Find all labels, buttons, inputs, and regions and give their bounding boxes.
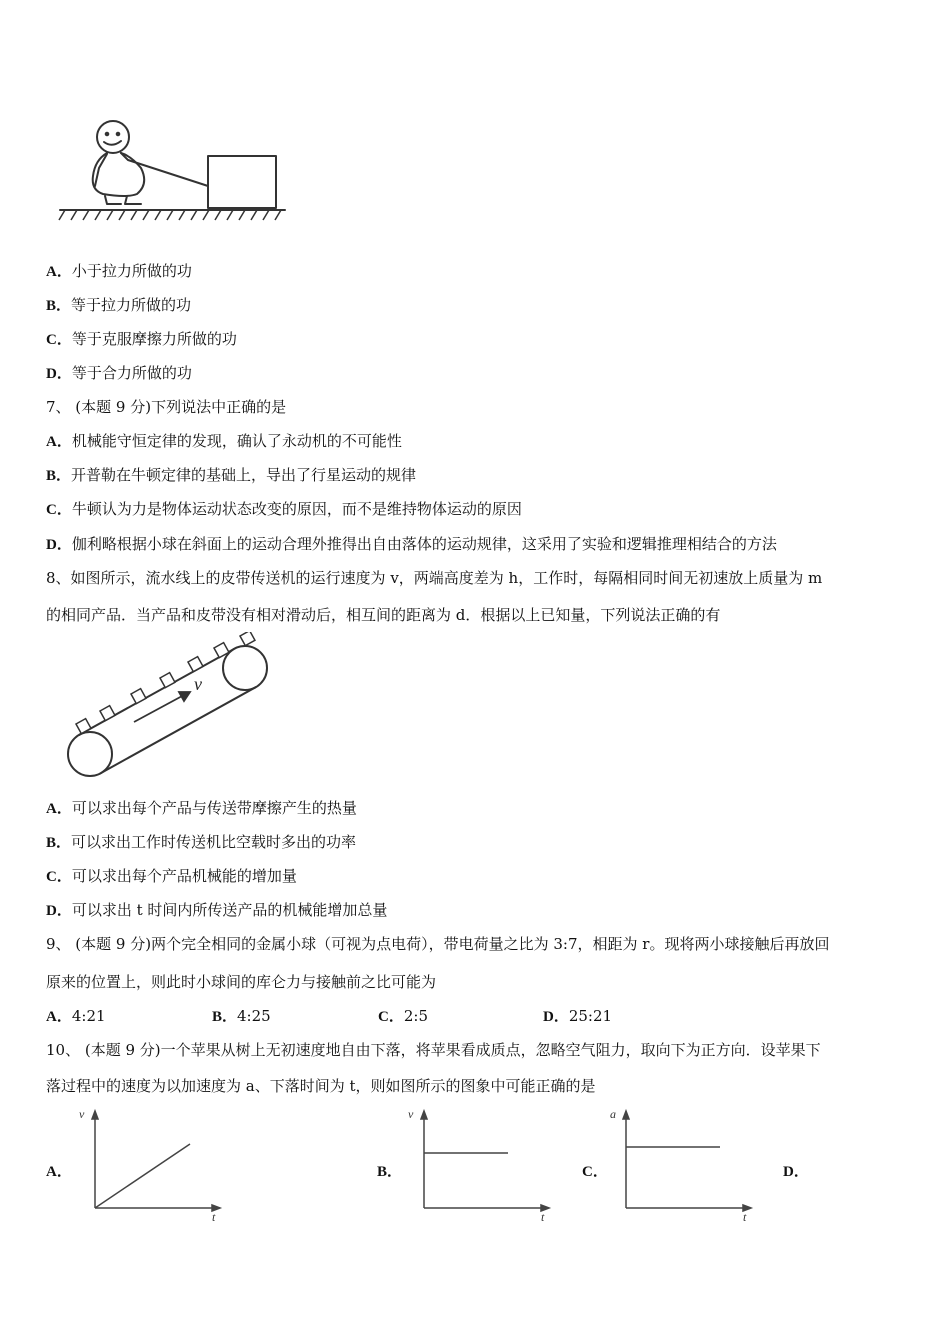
- graph-b-y-label: v: [408, 1108, 414, 1121]
- q6-option-d: D．等于合力所做的功: [46, 364, 192, 382]
- q9-stem-line1: 9、 (本题 9 分)两个完全相同的金属小球（可视为点电荷），带电荷量之比为 3:7，相距为 r。现将两小球接触后再放回: [46, 935, 830, 953]
- q10-option-d-label: D．: [783, 1164, 809, 1180]
- q10-option-c-label: C．: [582, 1164, 608, 1180]
- q9-option-a: A．4:21: [46, 1007, 106, 1025]
- graph-c-y-label: a: [610, 1108, 616, 1121]
- q6-option-b: B．等于拉力所做的功: [46, 296, 192, 314]
- q9-option-b: B．4:25: [212, 1007, 271, 1025]
- person-pulling-box-figure: [55, 110, 295, 240]
- q7-option-d: D．伽利略根据小球在斜面上的运动合理外推得出自由落体的运动规律，这采用了实验和逻辑推理相结合的方法: [46, 535, 777, 553]
- q7-option-b: B．开普勒在牛顿定律的基础上，导出了行星运动的规律: [46, 466, 417, 484]
- q10-option-b-label: B．: [377, 1164, 403, 1180]
- conveyor-belt-figure: [62, 632, 282, 784]
- q10-graph-b: [404, 1108, 554, 1223]
- q7-stem: 7、 (本题 9 分)下列说法中正确的是: [46, 398, 287, 416]
- q10-stem-line2: 落过程中的速度为以加速度为 a、下落时间为 t，则如图所示的图象中可能正确的是: [46, 1077, 596, 1095]
- q10-stem-line1: 10、 (本题 9 分)一个苹果从树上无初速度地自由下落，将苹果看成质点，忽略空气阻力，取向下为正方向．设苹果下: [46, 1041, 821, 1059]
- q8-option-a: A．可以求出每个产品与传送带摩擦产生的热量: [46, 799, 357, 817]
- graph-c-x-label: t: [743, 1210, 747, 1223]
- q10-graph-c: [606, 1108, 756, 1223]
- q7-option-a: A．机械能守恒定律的发现，确认了永动机的不可能性: [46, 432, 402, 450]
- q10-option-a-label: A．: [46, 1164, 72, 1180]
- q10-graph-a: [75, 1108, 225, 1223]
- graph-a-y-label: v: [79, 1108, 85, 1121]
- q8-stem-line1: 8、如图所示，流水线上的皮带传送机的运行速度为 v，两端高度差为 h，工作时，每隔相同时间无初速放上质量为 m: [46, 569, 823, 587]
- q6-option-a: A．小于拉力所做的功: [46, 262, 192, 280]
- q8-option-d: D．可以求出 t 时间内所传送产品的机械能增加总量: [46, 901, 388, 919]
- q8-stem-line2: 的相同产品．当产品和皮带没有相对滑动后，相互间的距离为 d．根据以上已知量，下列说法正确的有: [46, 606, 721, 624]
- q9-option-c: C．2:5: [378, 1007, 428, 1025]
- q7-option-c: C．牛顿认为力是物体运动状态改变的原因，而不是维持物体运动的原因: [46, 500, 522, 518]
- q8-option-c: C．可以求出每个产品机械能的增加量: [46, 867, 297, 885]
- q6-option-c: C．等于克服摩擦力所做的功: [46, 330, 237, 348]
- graph-a-x-label: t: [212, 1210, 216, 1223]
- q9-option-d: D．25:21: [543, 1007, 613, 1025]
- graph-b-x-label: t: [541, 1210, 545, 1223]
- q8-option-b: B．可以求出工作时传送机比空载时多出的功率: [46, 833, 357, 851]
- graph-a-line: [95, 1144, 190, 1208]
- q9-stem-line2: 原来的位置上，则此时小球间的库仑力与接触前之比可能为: [46, 973, 437, 991]
- velocity-label: v: [194, 674, 202, 694]
